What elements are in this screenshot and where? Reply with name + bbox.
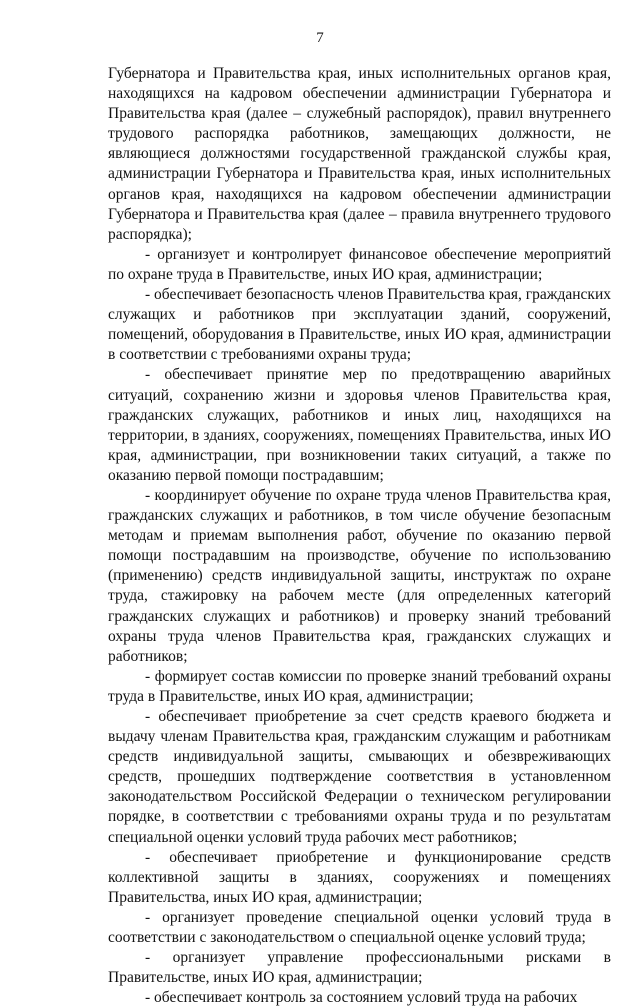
paragraph-3: - обеспечивает безопасность членов Правительства края, гражданских служащих и работников при эксплуатации зданий, сооружений, помещений, оборудования в Правительстве, иных ИО края, администрации в соответствии с требованиями охраны труда; bbox=[108, 286, 611, 364]
document-body bbox=[108, 64, 611, 1008]
page-number: 7 bbox=[316, 30, 324, 46]
paragraph-8: - обеспечивает приобретение и функционирование средств коллективной защиты в зданиях, сооружениях и помещениях Правительства, иных ИО края, администрации; bbox=[108, 848, 611, 906]
paragraph-9: - организует проведение специальной оценки условий труда в соответствии с законодательством о специальной оценке условий труда; bbox=[108, 908, 611, 947]
paragraph-11: - обеспечивает контроль за состоянием условий труда на рабочих bbox=[145, 989, 578, 1007]
paragraph-1: Губернатора и Правительства края, иных исполнительных органов края, находящихся на кадровом обеспечении администрации Губернатора и Правительства края (далее – служебный распорядок), правил внутреннего трудового распорядка работников, замещающих должности, не являющиеся должностями государственной гражданской службы края, администрации Губернатора и Правительства края, иных исполнительных органов края, находящихся на кадровом обеспечении администрации Губернатора и Правительства края (далее – правила внутреннего трудового распорядка); bbox=[108, 65, 611, 243]
paragraph-7: - обеспечивает приобретение за счет средств краевого бюджета и выдачу членам Правительства края, гражданским служащим и работникам средств индивидуальной защиты, смывающих и обезвреживающих средств, прошедших подтверждение соответствия в установленном законодательством Российской Федерации о техническом регулировании порядке, в соответствии с требованиями охраны труда и по результатам специальной оценки условий труда рабочих мест работников; bbox=[108, 708, 611, 846]
paragraph-2: - организует и контролирует финансовое обеспечение мероприятий по охране труда в Правительстве, иных ИО края, администрации; bbox=[108, 245, 611, 283]
paragraph-10: - организует управление профессиональными рисками в Правительстве, иных ИО края, администрации; bbox=[108, 949, 611, 987]
paragraph-6: - формирует состав комиссии по проверке знаний требований охраны труда в Правительстве, иных ИО края, администрации; bbox=[108, 667, 611, 705]
paragraph-4: - обеспечивает принятие мер по предотвращению аварийных ситуаций, сохранению жизни и здоровья членов Правительства края, гражданских служащих, работников и иных лиц, находящихся на территории, в зданиях, сооружениях, помещениях Правительства, иных ИО края, администрации, при возникновении таких ситуаций, а также по оказанию первой помощи пострадавшим; bbox=[108, 366, 611, 484]
paragraph-5: - координирует обучение по охране труда членов Правительства края, гражданских служащих и работников, в том числе обучение безопасным методам и приемам выполнения работ, обучение по оказанию первой помощи пострадавшим на производстве, обучение по использованию (применению) средств индивидуальной защиты, инструктаж по охране труда, стажировку на рабочем месте (для определенных категорий гражданских служащих и работников) и проверку знаний требований охраны труда членов Правительства края, гражданских служащих и работников; bbox=[108, 486, 611, 665]
